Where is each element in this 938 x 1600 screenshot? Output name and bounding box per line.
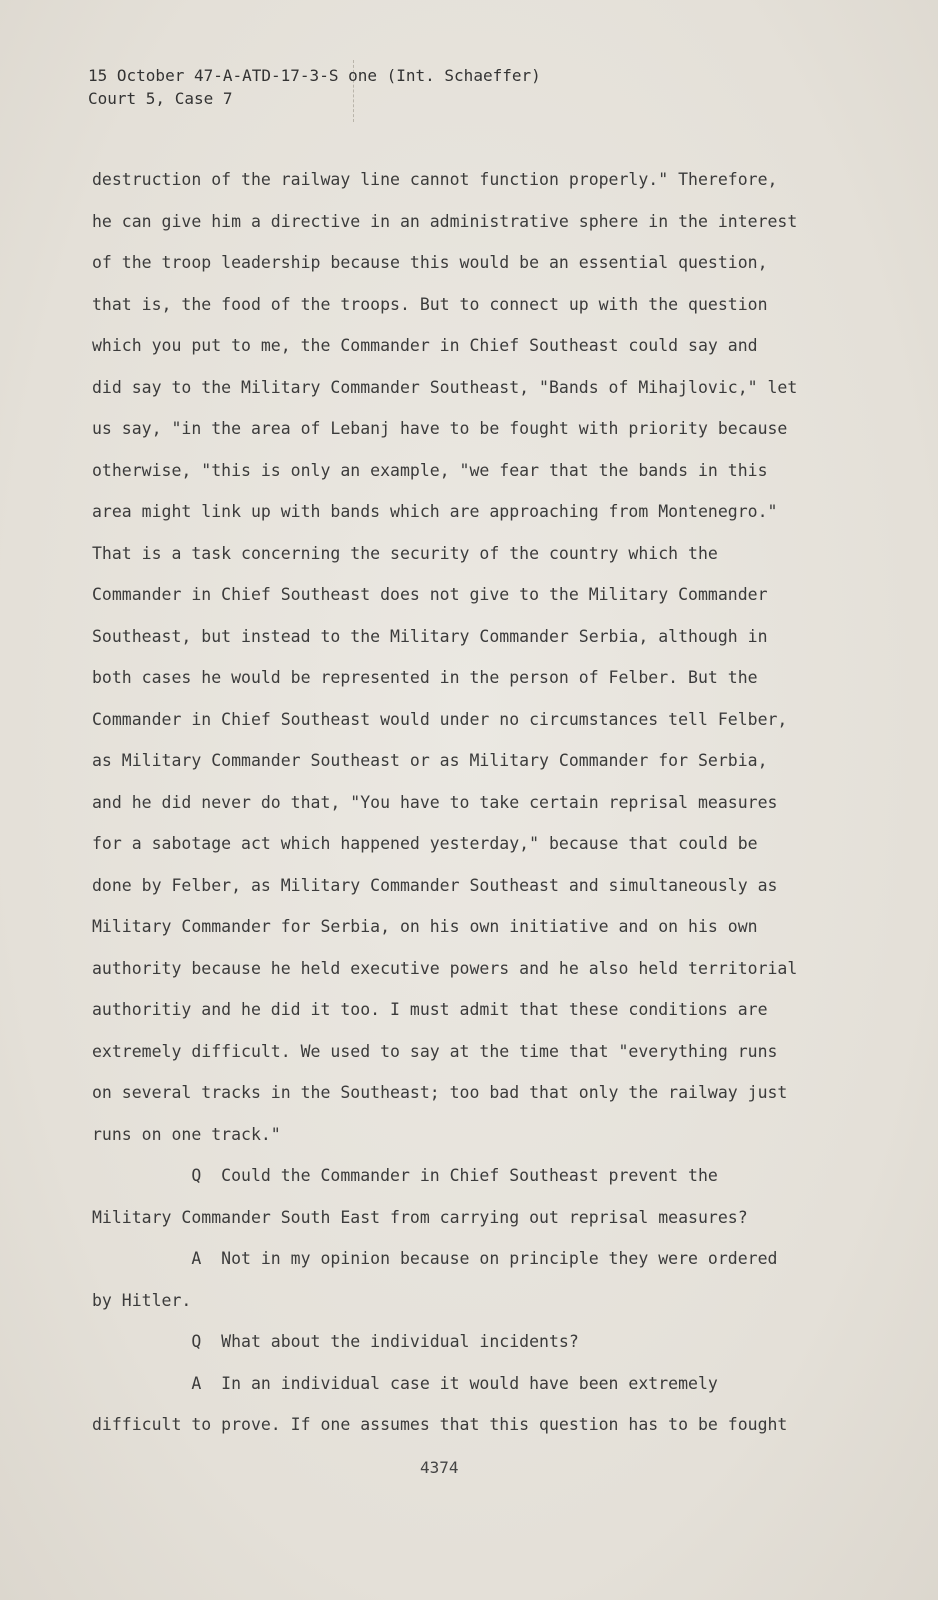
text-line: extremely difficult. We used to say at the time that "everything runs <box>92 1041 778 1061</box>
text-line: did say to the Military Commander Southeast, "Bands of Mihajlovic," let <box>92 377 798 397</box>
text-line: and he did never do that, "You have to take certain reprisal measures <box>92 792 778 812</box>
header-line-2: Court 5, Case 7 <box>88 89 233 108</box>
text-line: that is, the food of the troops. But to connect up with the question <box>92 294 768 314</box>
text-line: Commander in Chief Southeast does not give to the Military Commander <box>92 585 768 604</box>
text-line: us say, "in the area of Lebanj have to be fought with priority because <box>92 419 788 438</box>
text-line: area might link up with bands which are approaching from Montenegro." <box>92 502 778 521</box>
text-line: done by Felber, as Military Commander Southeast and simultaneously as <box>92 875 778 895</box>
text-line: authority because he held executive powers and he also held territorial <box>92 958 798 978</box>
text-line: for a sabotage act which happened yesterday," because that could be <box>92 834 758 853</box>
text-line: of the troop leadership because this would be an essential question, <box>92 253 768 272</box>
text-line: Q Could the Commander in Chief Southeast prevent the <box>92 1166 718 1185</box>
text-line: A Not in my opinion because on principle they were ordered <box>92 1249 778 1268</box>
text-line: Commander in Chief Southeast would under no circumstances tell Felber, <box>92 709 788 729</box>
text-line: otherwise, "this is only an example, "we fear that the bands in this <box>92 460 768 480</box>
text-line: Military Commander South East from carrying out reprisal measures? <box>92 1207 748 1227</box>
document-header <box>88 64 541 110</box>
text-line: by Hitler. <box>92 1290 192 1310</box>
text-line: That is a task concerning the security of the country which the <box>92 543 718 563</box>
header-line-1: 15 October 47-A-ATD-17-3-S one (Int. Schaeffer) <box>88 66 541 85</box>
text-line: both cases he would be represented in the person of Felber. But the <box>92 668 758 687</box>
text-line: difficult to prove. If one assumes that this question has to be fought <box>92 1415 788 1434</box>
text-line: Southeast, but instead to the Military Commander Serbia, although in <box>92 626 768 646</box>
text-line: A In an individual case it would have been extremely <box>92 1373 718 1393</box>
text-line: destruction of the railway line cannot function properly." Therefore, <box>92 170 778 189</box>
text-line: authoritiy and he did it too. I must admit that these conditions are <box>92 1000 768 1019</box>
text-line: as Military Commander Southeast or as Military Commander for Serbia, <box>92 751 768 770</box>
page-number: 4374 <box>420 1458 459 1477</box>
text-line: which you put to me, the Commander in Chief Southeast could say and <box>92 336 758 355</box>
text-line: runs on one track." <box>92 1124 281 1144</box>
text-line: he can give him a directive in an administrative sphere in the interest <box>92 211 798 231</box>
text-line: Q What about the individual incidents? <box>92 1332 579 1351</box>
text-line: on several tracks in the Southeast; too bad that only the railway just <box>92 1083 788 1102</box>
text-line: Military Commander for Serbia, on his own initiative and on his own <box>92 917 758 936</box>
